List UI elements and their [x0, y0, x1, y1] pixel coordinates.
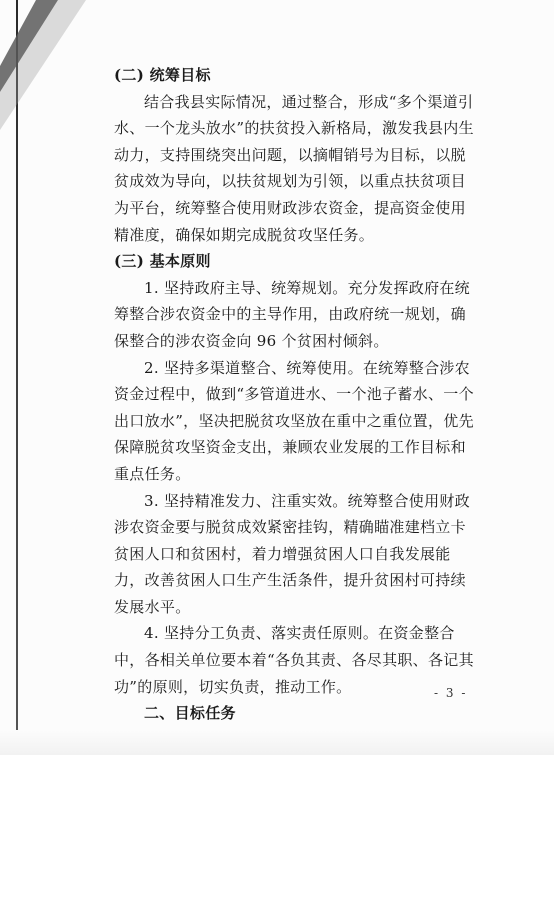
scan-bottom-shade — [0, 730, 554, 755]
document-body — [114, 62, 474, 727]
section-heading-tasks: 二、目标任务 — [144, 704, 236, 723]
section-heading-goal: (二) 统筹目标 — [114, 66, 211, 84]
page-number: - 3 - — [434, 686, 468, 700]
paragraph-principle-3: 3. 坚持精准发力、注重实效。统筹整合使用财政涉农资金要与脱贫成效紧密挂钩，精确瞄准建档立卡贫困人口和贫困村，着力增强贫困人口自我发展能力，改善贫困人口生产生活条件，提升贫困村可持续发展水平。 — [114, 491, 470, 616]
paragraph-goal: 结合我县实际情况，通过整合，形成“多个渠道引水、一个龙头放水”的扶贫投入新格局，激发我县内生动力，支持围绕突出问题，以摘帽销号为目标，以脱贫成效为导向，以扶贫规划为引领，以重点扶贫项目为平台，统筹整合使用财政涉农资金，提高资金使用精准度，确保如期完成脱贫攻坚任务。 — [114, 92, 474, 244]
paragraph-principle-2: 2. 坚持多渠道整合、统筹使用。在统筹整合涉农资金过程中，做到“多管道进水、一个池子蓄水、一个出口放水”，坚决把脱贫攻坚放在重中之重位置，优先保障脱贫攻坚资金支出，兼顾农业发展的工作目标和重点任务。 — [114, 358, 474, 483]
section-heading-principles: (三) 基本原则 — [114, 252, 211, 271]
paragraph-principle-1: 1. 坚持政府主导、统筹规划。充分发挥政府在统筹整合涉农资金中的主导作用，由政府统一规划，确保整合的涉农资金向 96 个贫困村倾斜。 — [114, 278, 470, 350]
paragraph-principle-4: 4. 坚持分工负责、落实责任原则。在资金整合中，各相关单位要本着“各负其责、各尽其职、各记其功”的原则，切实负责，推动工作。 — [114, 624, 474, 696]
